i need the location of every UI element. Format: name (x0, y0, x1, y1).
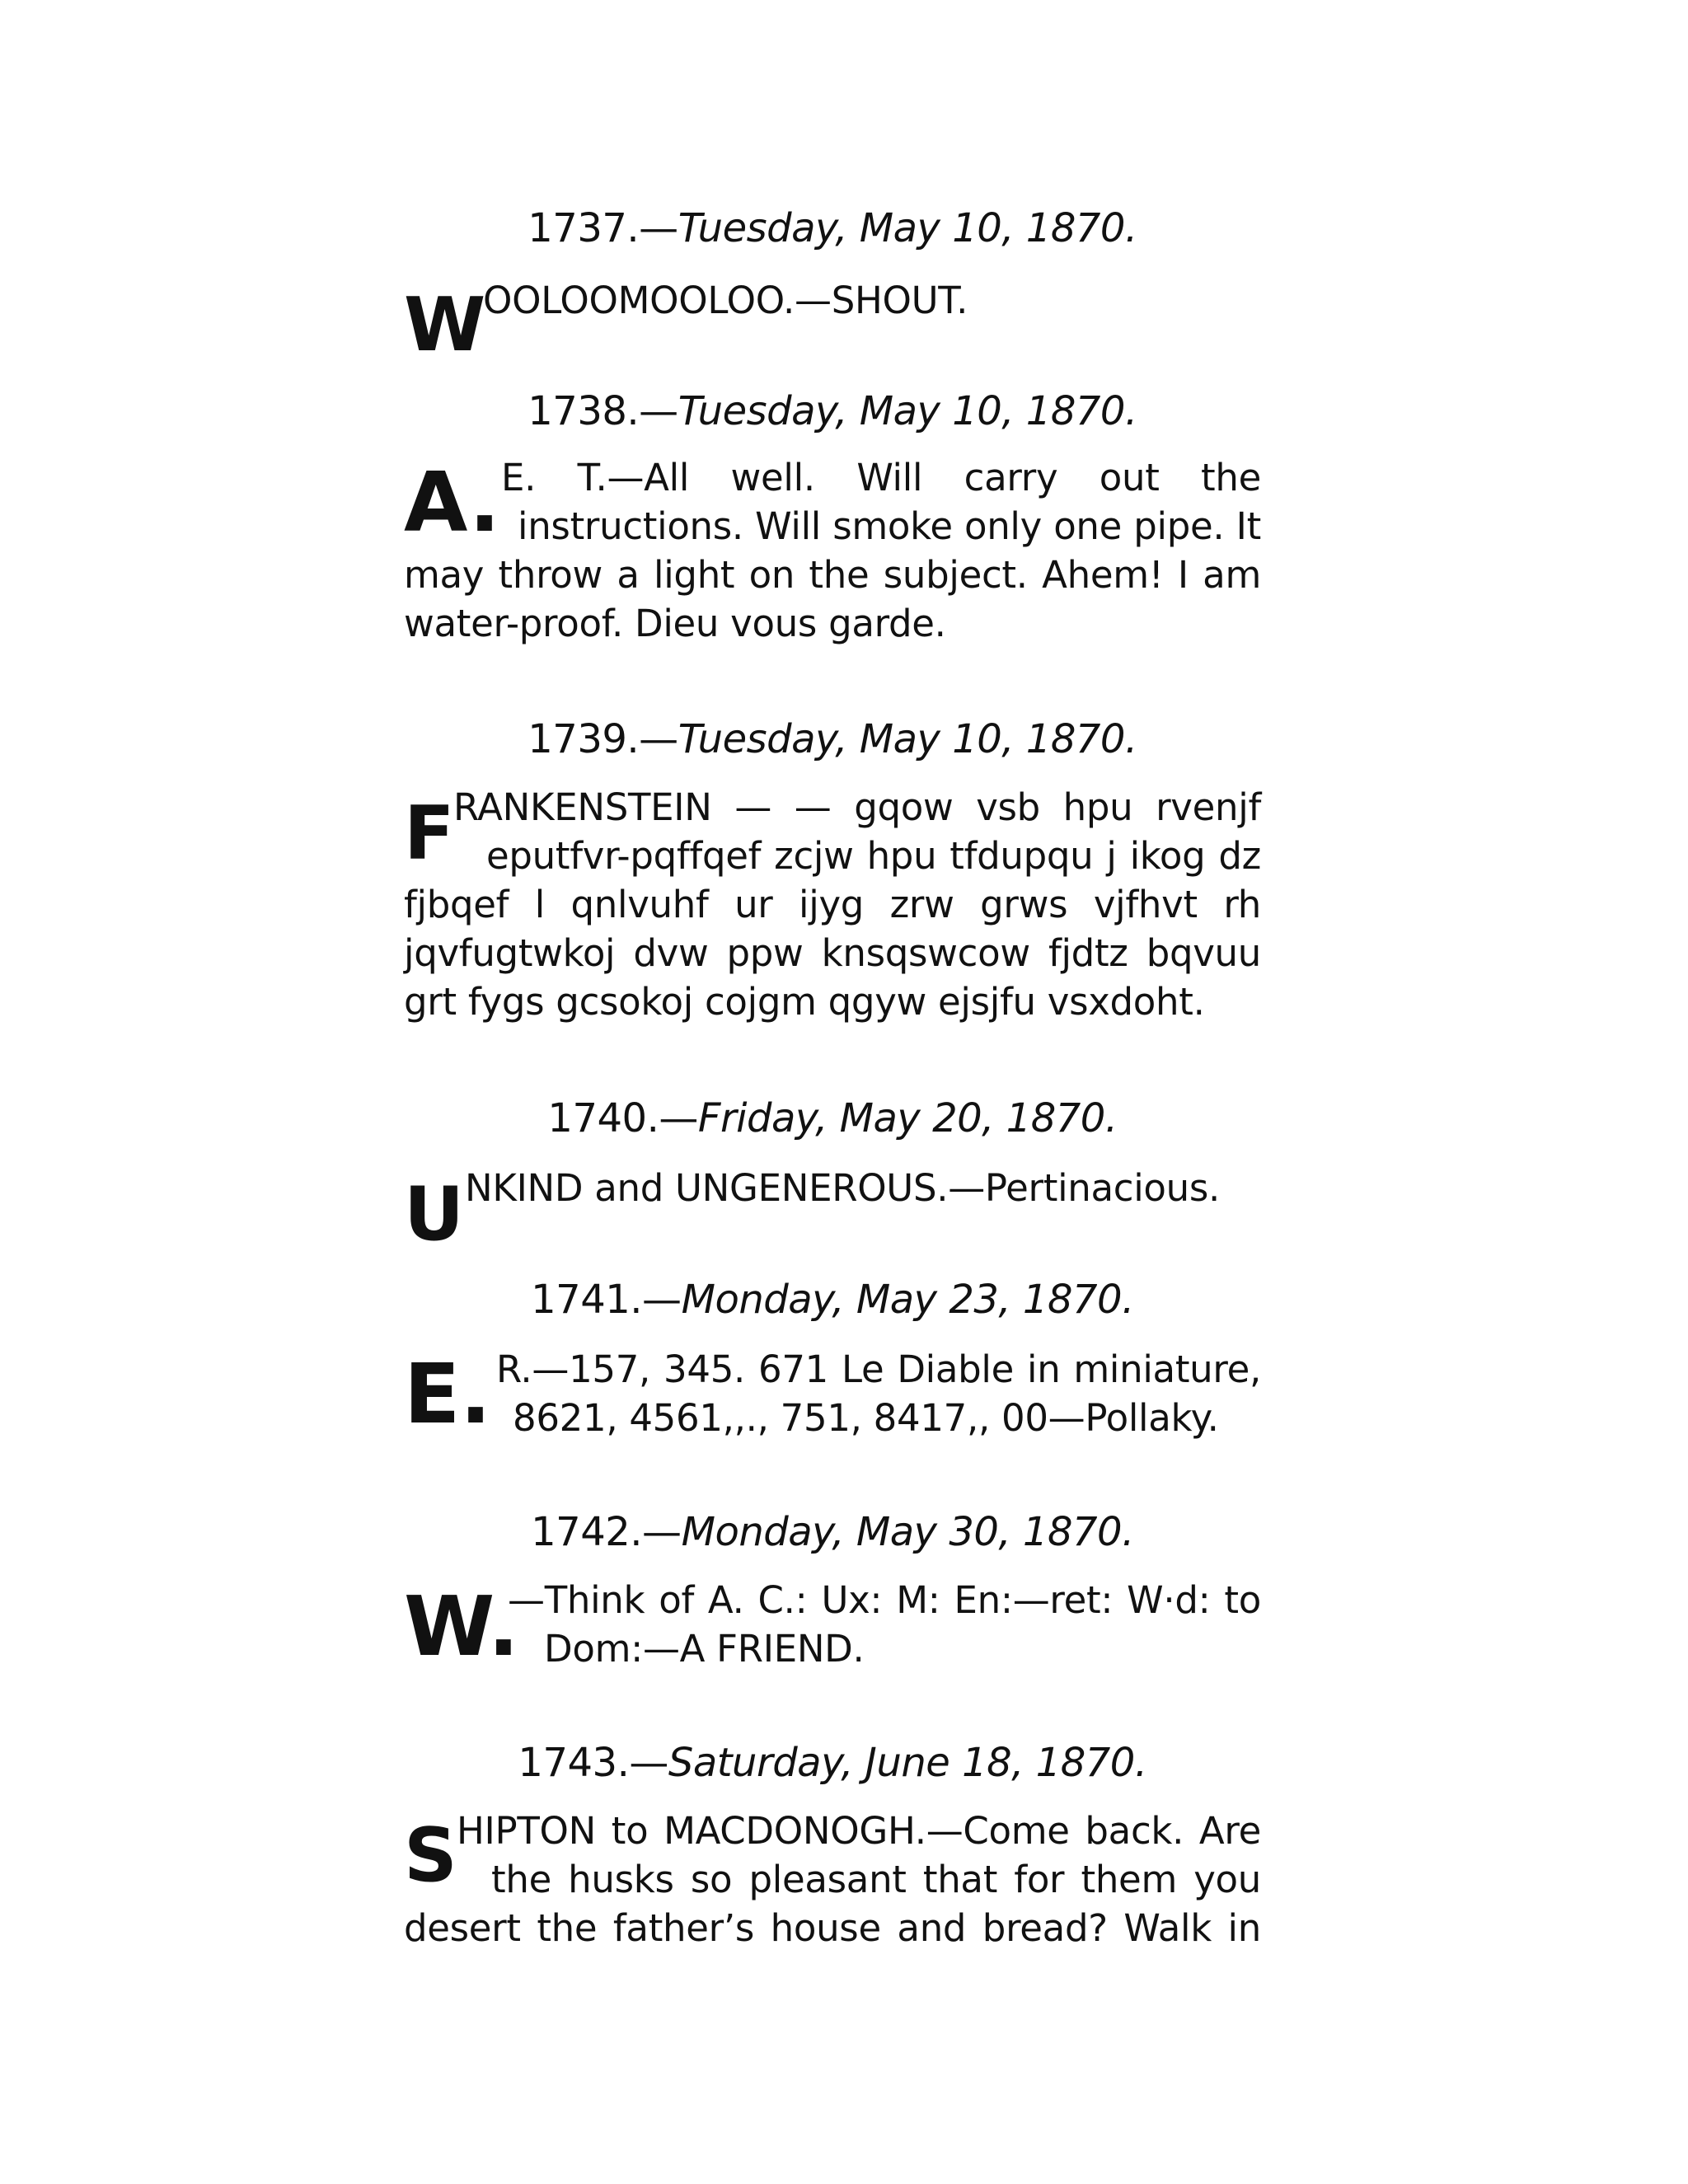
entry-line: Dom:—A FRIEND. (544, 1627, 865, 1671)
entry-number: 1738.— (528, 388, 678, 434)
entry-body (404, 1164, 1261, 1258)
entry-line: R.—157, 345. 671 Le Diable in miniature, (496, 1347, 1261, 1391)
entry-body (404, 453, 1261, 648)
entry-date: Friday, May 20, 1870. (697, 1095, 1118, 1141)
entry-line: OOLOOMOOLOO.—SHOUT. (483, 279, 968, 322)
drop-cap: U (404, 1171, 464, 1258)
entry-line: eputfvr-pqffqef zcjw hpu tfdupqu j ikog dz (486, 834, 1261, 878)
entry-body (404, 1345, 1261, 1442)
entry-heading (404, 1276, 1261, 1324)
entry-date: Monday, May 23, 1870. (681, 1277, 1134, 1323)
entry-heading (404, 1094, 1261, 1142)
entry-date: Saturday, June 18, 1870. (668, 1740, 1147, 1786)
entry-number: 1743.— (518, 1740, 668, 1786)
entry-date: Tuesday, May 10, 1870. (678, 716, 1137, 762)
entry-date: Monday, May 30, 1870. (681, 1509, 1134, 1555)
entry-body (404, 1807, 1261, 1952)
entry-line: 8621, 4561,,., 751, 8417,, 00—Pollaky. (513, 1396, 1219, 1440)
entry-line: may throw a light on the subject. Ahem! I am (404, 553, 1261, 597)
entry-heading (404, 1739, 1261, 1787)
entry-date: Tuesday, May 10, 1870. (678, 388, 1137, 434)
entry-heading (404, 204, 1261, 252)
drop-cap: A. (404, 454, 500, 551)
entry-heading (404, 715, 1261, 763)
drop-cap: S (404, 1812, 457, 1899)
entry-line: HIPTON to MACDONOGH.—Come back. Are (457, 1809, 1261, 1853)
entry-body (404, 276, 1261, 368)
entry-line: —Think of A. C.: Ux: M: En:—ret: W·d: to (508, 1578, 1261, 1622)
entry-number: 1742.— (531, 1509, 682, 1555)
entry-body (404, 1576, 1261, 1673)
entry-date: Tuesday, May 10, 1870. (678, 205, 1137, 251)
entry-heading (404, 387, 1261, 435)
entry-line: grt fygs gcsokoj cojgm qgyw ejsjfu vsxdoht. (404, 980, 1205, 1024)
drop-cap: F (404, 790, 455, 877)
entry-line: water-proof. Dieu vous garde. (404, 602, 946, 645)
drop-cap: W (404, 282, 485, 368)
entry-line: fjbqef l qnlvuhf ur ijyg zrw grws vjfhvt rh (404, 883, 1261, 926)
entry-number: 1740.— (547, 1095, 698, 1141)
entry-number: 1739.— (528, 716, 678, 762)
drop-cap: E. (404, 1346, 491, 1442)
entry-line: instructions. Will smoke only one pipe. It (518, 504, 1261, 548)
entry-line: the husks so pleasant that for them you (491, 1858, 1261, 1901)
entry-heading (404, 1508, 1261, 1556)
entry-number: 1741.— (531, 1277, 682, 1323)
entry-line: jqvfugtwkoj dvw ppw knsqswcow fjdtz bqvuu (404, 931, 1261, 975)
entry-line: RANKENSTEIN — — gqow vsb hpu rvenjf (453, 785, 1261, 829)
entry-line: desert the father’s house and bread? Walk in (404, 1906, 1261, 1950)
entry-number: 1737.— (528, 205, 678, 251)
entry-body (404, 783, 1261, 1026)
drop-cap: W. (404, 1578, 519, 1675)
entry-line: E. T.—All well. Will carry out the (501, 456, 1261, 499)
entry-line: NKIND and UNGENEROUS.—Pertinacious. (465, 1166, 1221, 1210)
